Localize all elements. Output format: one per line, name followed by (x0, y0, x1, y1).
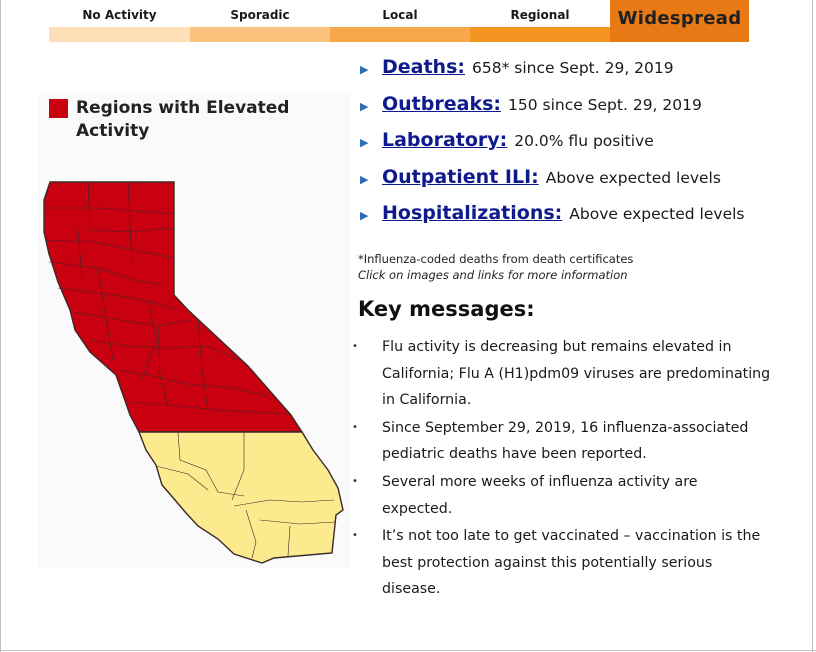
bullet-icon: • (352, 530, 358, 542)
california-map[interactable] (38, 170, 350, 570)
list-item (352, 523, 772, 603)
bullet-icon: • (352, 475, 358, 487)
level-regional (470, 0, 610, 42)
level-label: No Activity (82, 8, 157, 22)
level-no-activity (49, 0, 190, 42)
list-item (352, 334, 772, 414)
level-local (330, 0, 470, 42)
key-message-text: Since September 29, 2019, 16 influenza-associated pediatric deaths have been reported. (382, 419, 749, 463)
list-item (352, 415, 772, 468)
chevron-right-icon: ▶ (360, 63, 369, 76)
stat-deaths (360, 56, 800, 93)
activity-level-scale (49, 0, 749, 42)
legend-swatch (49, 99, 68, 118)
hospitalizations-value: Above expected levels (569, 205, 745, 223)
level-bar (470, 27, 610, 42)
chevron-right-icon: ▶ (360, 172, 369, 186)
level-sporadic (190, 0, 330, 42)
deaths-value: 658* since Sept. 29, 2019 (472, 59, 674, 77)
surveillance-stats (360, 56, 800, 239)
deaths-link[interactable]: Deaths: (382, 56, 465, 78)
outpatient-ili-link[interactable]: Outpatient ILI: (382, 165, 539, 188)
chevron-right-icon: ▶ (360, 136, 369, 149)
outbreaks-value: 150 since Sept. 29, 2019 (507, 95, 702, 114)
level-label: Local (382, 8, 418, 22)
level-widespread-current (610, 0, 749, 42)
stat-laboratory (360, 129, 800, 166)
map-region-elevated[interactable] (44, 182, 302, 432)
level-bar (330, 27, 470, 42)
page-border-left (0, 0, 1, 652)
key-message-text: Several more weeks of influenza activity are expected. (382, 473, 698, 517)
map-region-other[interactable] (139, 432, 343, 563)
level-label: Sporadic (230, 8, 290, 22)
stat-outbreaks (360, 93, 800, 130)
level-label-current: Widespread (617, 8, 742, 29)
page-border-bottom (0, 650, 816, 651)
chevron-right-icon: ▶ (360, 209, 369, 222)
instruction-text: Click on images and links for more information (358, 268, 628, 282)
level-label: Regional (510, 8, 570, 22)
key-message-text: Flu activity is decreasing but remains elevated in California; Flu A (H1)pdm09 viruses are predominating in California. (382, 339, 771, 409)
key-messages-title: Key messages: (358, 297, 535, 321)
legend-label: Regions with Elevated Activity (76, 98, 290, 141)
bullet-icon: • (352, 341, 358, 352)
chevron-right-icon: ▶ (360, 99, 369, 113)
level-bar (49, 27, 190, 42)
laboratory-link[interactable]: Laboratory: (382, 129, 508, 151)
level-bar (190, 27, 330, 42)
laboratory-value: 20.0% flu positive (514, 132, 654, 150)
key-messages-list (352, 334, 772, 604)
outpatient-ili-value: Above expected levels (545, 168, 721, 187)
hospitalizations-link[interactable]: Hospitalizations: (382, 202, 563, 224)
outbreaks-link[interactable]: Outbreaks: (382, 92, 501, 115)
list-item (352, 469, 772, 522)
notes (358, 251, 633, 283)
bullet-icon: • (352, 421, 358, 433)
footnote: *Influenza-coded deaths from death certificates (358, 252, 634, 266)
key-message-text: It’s not too late to get vaccinated – vaccination is the best protection against this potentially serious disease. (382, 528, 761, 598)
stat-hospitalizations (360, 202, 800, 239)
page-border-right (812, 0, 813, 652)
stat-outpatient-ili (360, 166, 800, 203)
